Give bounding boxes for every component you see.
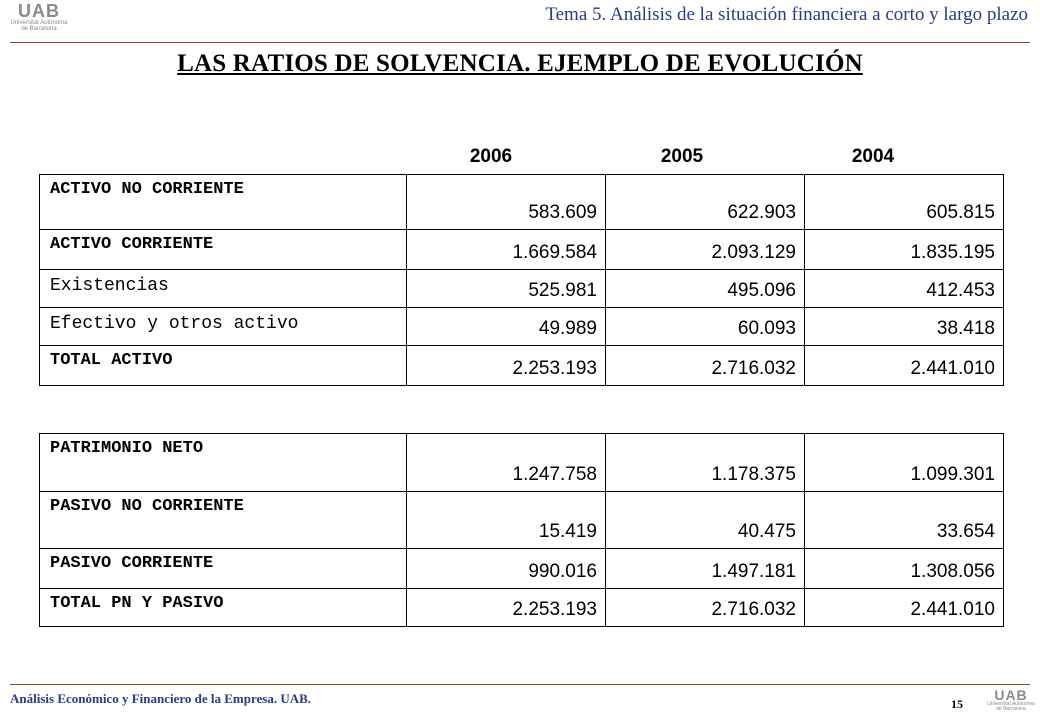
row-label: PASIVO CORRIENTE — [40, 549, 407, 589]
logo-mark: UAB — [994, 687, 1028, 703]
cell-value: 15.419 — [407, 492, 606, 549]
topic-header: Tema 5. Análisis de la situación financiera a corto y largo plazo — [545, 4, 1028, 25]
cell-value: 40.475 — [606, 492, 805, 549]
logo-mark: UAB — [18, 1, 60, 21]
cell-value: 622.903 — [606, 175, 805, 230]
logo-subtitle-1: Universitat Autònoma — [987, 701, 1035, 707]
row-label: TOTAL PN Y PASIVO — [40, 589, 407, 627]
cell-value: 38.418 — [805, 308, 1004, 346]
cell-value: 1.835.195 — [805, 230, 1004, 270]
logo-subtitle-2: de Barcelona — [21, 26, 57, 33]
cell-value: 1.669.584 — [407, 230, 606, 270]
row-label: TOTAL ACTIVO — [40, 346, 407, 386]
row-label: ACTIVO CORRIENTE — [40, 230, 407, 270]
course-footer: Análisis Económico y Financiero de la Empresa. UAB. — [10, 691, 312, 706]
assets-table — [39, 174, 1004, 386]
table-row — [40, 346, 1004, 386]
cell-value: 525.981 — [407, 270, 606, 308]
uab-logo — [10, 2, 68, 33]
table-row — [40, 230, 1004, 270]
cell-value: 412.453 — [805, 270, 1004, 308]
row-label: Efectivo y otros activo — [40, 308, 407, 346]
cell-value: 2.253.193 — [407, 589, 606, 627]
cell-value: 33.654 — [805, 492, 1004, 549]
year-header: 2006 — [469, 146, 513, 167]
table-row — [40, 492, 1004, 549]
cell-value: 2.441.010 — [805, 589, 1004, 627]
cell-value: 60.093 — [606, 308, 805, 346]
row-label: PATRIMONIO NETO — [40, 434, 407, 492]
cell-value: 1.247.758 — [407, 434, 606, 492]
slide-title: LAS RATIOS DE SOLVENCIA. EJEMPLO DE EVOLUCIÓN — [177, 50, 863, 77]
row-label: Existencias — [40, 270, 407, 308]
table-row — [40, 308, 1004, 346]
cell-value: 2.716.032 — [606, 346, 805, 386]
cell-value: 990.016 — [407, 549, 606, 589]
cell-value: 2.093.129 — [606, 230, 805, 270]
liabilities-table — [39, 433, 1004, 627]
cell-value: 2.441.010 — [805, 346, 1004, 386]
cell-value: 1.099.301 — [805, 434, 1004, 492]
cell-value: 49.989 — [407, 308, 606, 346]
row-label: PASIVO NO CORRIENTE — [40, 492, 407, 549]
logo-subtitle-2: de Barcelona — [996, 706, 1026, 713]
cell-value: 1.497.181 — [606, 549, 805, 589]
page-number: 15 — [951, 697, 963, 711]
header-divider — [10, 42, 1030, 43]
table-row — [40, 589, 1004, 627]
table-row — [40, 270, 1004, 308]
row-label: ACTIVO NO CORRIENTE — [40, 175, 407, 230]
cell-value: 2.716.032 — [606, 589, 805, 627]
year-header: 2005 — [660, 146, 704, 167]
cell-value: 495.096 — [606, 270, 805, 308]
footer-divider — [10, 684, 1030, 685]
logo-subtitle-1: Universitat Autònoma — [10, 20, 68, 26]
table-row — [40, 175, 1004, 230]
cell-value: 1.178.375 — [606, 434, 805, 492]
table-row — [40, 549, 1004, 589]
year-header: 2004 — [851, 146, 895, 167]
cell-value: 1.308.056 — [805, 549, 1004, 589]
table-row — [40, 434, 1004, 492]
cell-value: 2.253.193 — [407, 346, 606, 386]
uab-logo-footer — [986, 688, 1036, 713]
cell-value: 583.609 — [407, 175, 606, 230]
cell-value: 605.815 — [805, 175, 1004, 230]
